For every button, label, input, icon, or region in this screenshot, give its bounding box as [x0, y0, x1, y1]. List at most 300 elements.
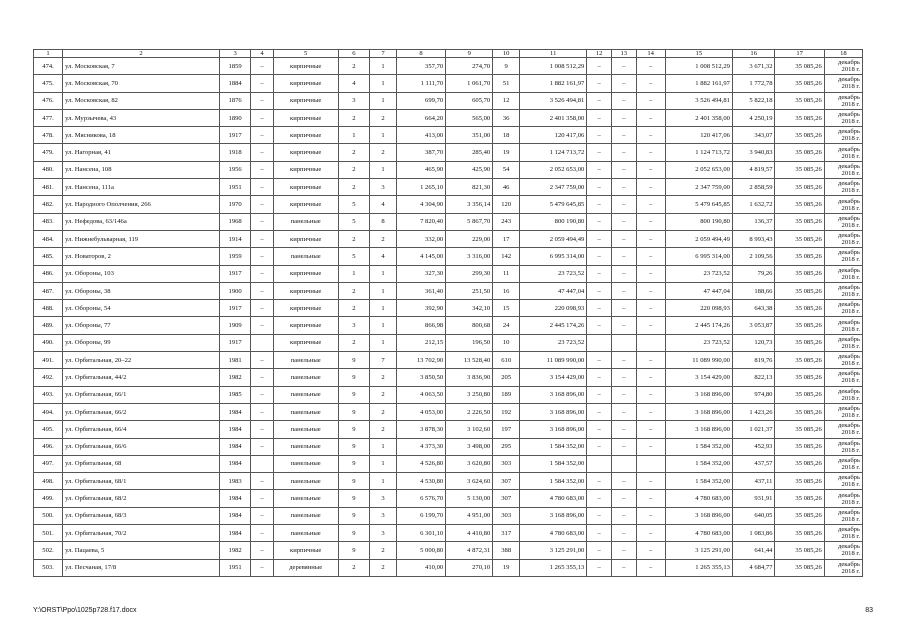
cell-build-year: 1900: [219, 282, 250, 299]
cell-row-number: 480.: [34, 161, 63, 178]
cell-cost-per-sqm: 188,66: [732, 282, 775, 299]
cell-entrances: 3: [370, 179, 397, 196]
date-month: декабрь: [838, 405, 860, 413]
cell-entrances: 1: [370, 300, 397, 317]
cell-address: ул. Орбитальная, 20–22: [63, 352, 220, 369]
cell-entrances: 1: [370, 161, 397, 178]
cell-total-area: 4 526,80: [396, 455, 445, 472]
date-month: декабрь: [838, 560, 860, 568]
cell-cost: 2 401 358,00: [520, 109, 587, 126]
cell-living-area: 565,00: [446, 109, 493, 126]
cell-col-4: –: [251, 58, 273, 75]
cell-address: ул. Орбитальная, 70/2: [63, 525, 220, 542]
cell-limit-cost: 35 085,26: [775, 490, 824, 507]
cell-residents: 11: [493, 265, 520, 282]
cell-entrances: 1: [370, 282, 397, 299]
cell-wall-material: кирпичные: [273, 109, 338, 126]
cell-col-12: –: [587, 282, 612, 299]
date-year: 2018 г.: [841, 118, 860, 126]
cell-build-year: 1859: [219, 58, 250, 75]
cell-cost: 2 347 759,00: [520, 179, 587, 196]
cell-address: ул. Орбитальная, 66/4: [63, 421, 220, 438]
cell-total-cost: 3 168 896,00: [665, 507, 732, 524]
column-number-5: 5: [273, 50, 338, 58]
cell-col-4: –: [251, 179, 273, 196]
cell-build-year: 1951: [219, 559, 250, 576]
cell-col-4: –: [251, 525, 273, 542]
cell-entrances: 2: [370, 403, 397, 420]
cell-build-year: 1876: [219, 92, 250, 109]
cell-col-4: –: [251, 438, 273, 455]
cell-cost: 11 089 990,00: [520, 352, 587, 369]
cell-address: ул. Орбитальная, 66/1: [63, 386, 220, 403]
cell-residents: 15: [493, 300, 520, 317]
column-number-7: 7: [370, 50, 397, 58]
column-number-6: 6: [338, 50, 369, 58]
cell-col-14: –: [636, 559, 665, 576]
cell-col-14: –: [636, 196, 665, 213]
cell-total-cost: 4 780 683,00: [665, 525, 732, 542]
cell-total-area: 3 850,50: [396, 369, 445, 386]
cell-limit-cost: 35 085,26: [775, 369, 824, 386]
cell-cost: 220 098,93: [520, 300, 587, 317]
table-row: [34, 369, 863, 386]
cell-total-cost: 220 098,93: [665, 300, 732, 317]
cell-living-area: 4 951,00: [446, 507, 493, 524]
header-row: [34, 50, 863, 58]
cell-build-year: 1981: [219, 352, 250, 369]
cell-cost-per-sqm: 8 993,43: [732, 230, 775, 247]
cell-address: ул. Орбитальная, 68: [63, 455, 220, 472]
date-month: декабрь: [838, 508, 860, 516]
table-row: [34, 196, 863, 213]
cell-col-4: –: [251, 144, 273, 161]
date-month: декабрь: [838, 284, 860, 291]
date-year: 2018 г.: [841, 100, 860, 108]
date-year: 2018 г.: [841, 221, 860, 229]
cell-floors: 5: [338, 248, 369, 265]
column-number-3: 3: [219, 50, 250, 58]
cell-entrances: 1: [370, 92, 397, 109]
date-month: декабрь: [838, 162, 860, 170]
cell-residents: 54: [493, 161, 520, 178]
cell-col-4: –: [251, 127, 273, 144]
cell-total-cost: 1 124 713,72: [665, 144, 732, 161]
cell-cost-per-sqm: 437,11: [732, 473, 775, 490]
cell-limit-cost: 35 085,26: [775, 421, 824, 438]
cell-address: ул. Обороны, 54: [63, 300, 220, 317]
cell-col-14: –: [636, 352, 665, 369]
cell-wall-material: кирпичные: [273, 127, 338, 144]
cell-living-area: 13 528,40: [446, 352, 493, 369]
cell-wall-material: панельные: [273, 490, 338, 507]
cell-total-cost: 1 265 355,13: [665, 559, 732, 576]
table-row: [34, 525, 863, 542]
column-number-17: 17: [775, 50, 824, 58]
cell-cost: 3 168 896,00: [520, 386, 587, 403]
cell-cost-per-sqm: 120,73: [732, 334, 775, 351]
cell-entrances: 8: [370, 213, 397, 230]
cell-living-area: 425,90: [446, 161, 493, 178]
cell-residents: 192: [493, 403, 520, 420]
cell-completion-date: [824, 369, 862, 386]
cell-cost-per-sqm: 3 053,87: [732, 317, 775, 334]
cell-residents: 142: [493, 248, 520, 265]
cell-col-14: –: [636, 403, 665, 420]
date-year: 2018 г.: [841, 169, 860, 177]
cell-col-13: –: [611, 386, 636, 403]
cell-limit-cost: 35 085,26: [775, 559, 824, 576]
cell-col-4: –: [251, 490, 273, 507]
cell-cost-per-sqm: 4 684,77: [732, 559, 775, 576]
cell-total-cost: 23 723,52: [665, 334, 732, 351]
date-year: 2018 г.: [841, 515, 860, 523]
cell-col-13: –: [611, 109, 636, 126]
cell-address: ул. Орбитальная, 68/1: [63, 473, 220, 490]
cell-total-cost: 3 125 291,00: [665, 542, 732, 559]
cell-cost-per-sqm: 437,57: [732, 455, 775, 472]
cell-address: ул. Обороны, 77: [63, 317, 220, 334]
table-row: [34, 109, 863, 126]
cell-residents: 18: [493, 127, 520, 144]
cell-completion-date: [824, 455, 862, 472]
cell-entrances: 1: [370, 58, 397, 75]
cell-wall-material: кирпичные: [273, 265, 338, 282]
cell-limit-cost: 35 085,26: [775, 352, 824, 369]
cell-floors: 1: [338, 127, 369, 144]
cell-build-year: 1951: [219, 179, 250, 196]
date-month: декабрь: [838, 266, 860, 274]
date-month: декабрь: [838, 214, 860, 222]
cell-total-area: 1 111,70: [396, 75, 445, 92]
column-number-9: 9: [446, 50, 493, 58]
cell-limit-cost: 35 085,26: [775, 179, 824, 196]
cell-col-4: –: [251, 507, 273, 524]
cell-entrances: 1: [370, 455, 397, 472]
date-year: 2018 г.: [841, 308, 860, 316]
cell-cost: 3 526 494,81: [520, 92, 587, 109]
cell-row-number: 492.: [34, 369, 63, 386]
cell-col-12: –: [587, 58, 612, 75]
cell-limit-cost: 35 085,26: [775, 109, 824, 126]
column-number-2: 2: [63, 50, 220, 58]
cell-address: ул. Нагорная, 41: [63, 144, 220, 161]
cell-living-area: 4 872,31: [446, 542, 493, 559]
cell-row-number: 475.: [34, 75, 63, 92]
cell-completion-date: [824, 525, 862, 542]
cell-wall-material: кирпичные: [273, 282, 338, 299]
date-month: декабрь: [838, 59, 860, 67]
cell-living-area: 821,30: [446, 179, 493, 196]
cell-col-12: –: [587, 196, 612, 213]
cell-living-area: 800,68: [446, 317, 493, 334]
cell-col-4: –: [251, 542, 273, 559]
cell-residents: 10: [493, 334, 520, 351]
date-year: 2018 г.: [841, 377, 860, 385]
cell-row-number: 482.: [34, 196, 63, 213]
cell-entrances: 1: [370, 334, 397, 351]
cell-col-12: [587, 455, 612, 472]
cell-cost: 1 584 352,00: [520, 473, 587, 490]
table-row: [34, 559, 863, 576]
table-row: [34, 386, 863, 403]
date-month: декабрь: [838, 422, 860, 430]
cell-address: ул. Орбитальная, 66/6: [63, 438, 220, 455]
cell-residents: 205: [493, 369, 520, 386]
cell-wall-material: кирпичные: [273, 230, 338, 247]
cell-build-year: 1956: [219, 161, 250, 178]
cell-completion-date: [824, 352, 862, 369]
cell-col-14: –: [636, 230, 665, 247]
table-row: [34, 92, 863, 109]
cell-total-cost: 2 052 653,00: [665, 161, 732, 178]
date-month: декабрь: [838, 145, 860, 153]
cell-col-14: –: [636, 265, 665, 282]
cell-residents: 610: [493, 352, 520, 369]
cell-limit-cost: 35 085,26: [775, 248, 824, 265]
cell-col-13: –: [611, 317, 636, 334]
cell-total-cost: 1 882 161,97: [665, 75, 732, 92]
cell-build-year: 1984: [219, 490, 250, 507]
cell-residents: 307: [493, 473, 520, 490]
cell-entrances: 3: [370, 525, 397, 542]
cell-cost-per-sqm: 3 940,83: [732, 144, 775, 161]
cell-total-cost: 3 526 494,81: [665, 92, 732, 109]
cell-entrances: 4: [370, 248, 397, 265]
cell-living-area: 3 498,00: [446, 438, 493, 455]
cell-total-area: 4 373,30: [396, 438, 445, 455]
date-month: декабрь: [838, 370, 860, 378]
cell-address: ул. Орбитальная, 44/2: [63, 369, 220, 386]
cell-col-14: –: [636, 161, 665, 178]
cell-residents: 317: [493, 525, 520, 542]
cell-cost: 1 584 352,00: [520, 438, 587, 455]
cell-cost: 1 124 713,72: [520, 144, 587, 161]
cell-col-13: –: [611, 75, 636, 92]
date-year: 2018 г.: [841, 204, 860, 212]
cell-total-area: 410,00: [396, 559, 445, 576]
cell-col-4: [251, 334, 273, 351]
cell-build-year: 1985: [219, 386, 250, 403]
cell-col-13: –: [611, 473, 636, 490]
cell-address: ул. Новаторов, 2: [63, 248, 220, 265]
cell-col-13: –: [611, 300, 636, 317]
cell-entrances: 1: [370, 265, 397, 282]
cell-row-number: 489.: [34, 317, 63, 334]
table-row: [34, 317, 863, 334]
cell-completion-date: [824, 230, 862, 247]
cell-cost-per-sqm: 2 109,56: [732, 248, 775, 265]
cell-total-area: 4 145,00: [396, 248, 445, 265]
cell-address: ул. Обороны, 99: [63, 334, 220, 351]
cell-limit-cost: 35 085,26: [775, 58, 824, 75]
cell-floors: 9: [338, 386, 369, 403]
cell-total-area: 5 000,80: [396, 542, 445, 559]
cell-col-14: –: [636, 386, 665, 403]
cell-entrances: 2: [370, 386, 397, 403]
cell-col-14: –: [636, 179, 665, 196]
cell-total-cost: 1 584 352,00: [665, 473, 732, 490]
cell-col-13: –: [611, 403, 636, 420]
cell-col-12: –: [587, 369, 612, 386]
cell-build-year: 1984: [219, 438, 250, 455]
cell-row-number: 502.: [34, 542, 63, 559]
cell-living-area: 3 316,00: [446, 248, 493, 265]
cell-col-13: [611, 334, 636, 351]
cell-col-12: –: [587, 144, 612, 161]
cell-total-cost: 3 168 896,00: [665, 403, 732, 420]
date-month: декабрь: [838, 543, 860, 551]
date-year: 2018 г.: [841, 429, 860, 437]
date-month: декабрь: [838, 197, 860, 205]
cell-residents: 9: [493, 58, 520, 75]
cell-cost-per-sqm: 1 632,72: [732, 196, 775, 213]
cell-floors: 1: [338, 265, 369, 282]
cell-residents: 17: [493, 230, 520, 247]
cell-total-cost: 2 445 174,26: [665, 317, 732, 334]
cell-row-number: 501.: [34, 525, 63, 542]
cell-col-4: –: [251, 75, 273, 92]
column-number-18: 18: [824, 50, 862, 58]
date-year: 2018 г.: [841, 550, 860, 558]
cell-cost-per-sqm: 452,93: [732, 438, 775, 455]
date-month: декабрь: [838, 474, 860, 482]
cell-col-13: –: [611, 282, 636, 299]
cell-limit-cost: 35 085,26: [775, 525, 824, 542]
date-year: 2018 г.: [841, 567, 860, 575]
cell-build-year: 1959: [219, 248, 250, 265]
cell-row-number: 479.: [34, 144, 63, 161]
cell-total-area: 327,30: [396, 265, 445, 282]
date-month: декабрь: [838, 93, 860, 101]
cell-build-year: 1982: [219, 369, 250, 386]
cell-limit-cost: 35 085,26: [775, 265, 824, 282]
cell-entrances: 7: [370, 352, 397, 369]
cell-entrances: 2: [370, 230, 397, 247]
cell-col-14: –: [636, 75, 665, 92]
cell-entrances: 4: [370, 196, 397, 213]
cell-total-cost: 3 154 429,00: [665, 369, 732, 386]
cell-wall-material: панельные: [273, 352, 338, 369]
cell-col-14: –: [636, 369, 665, 386]
cell-completion-date: [824, 403, 862, 420]
cell-completion-date: [824, 300, 862, 317]
cell-cost-per-sqm: 822,13: [732, 369, 775, 386]
cell-cost-per-sqm: 4 250,19: [732, 109, 775, 126]
cell-floors: 9: [338, 438, 369, 455]
cell-col-12: –: [587, 386, 612, 403]
cell-limit-cost: 35 085,26: [775, 230, 824, 247]
cell-col-14: [636, 455, 665, 472]
date-year: 2018 г.: [841, 273, 860, 281]
cell-total-area: 4 304,90: [396, 196, 445, 213]
cell-completion-date: [824, 473, 862, 490]
cell-col-12: –: [587, 403, 612, 420]
cell-address: ул. Орбитальная, 66/2: [63, 403, 220, 420]
cell-row-number: 499.: [34, 490, 63, 507]
cell-floors: 9: [338, 507, 369, 524]
cell-col-14: [636, 334, 665, 351]
cell-total-cost: 5 479 645,85: [665, 196, 732, 213]
cell-entrances: 1: [370, 127, 397, 144]
cell-cost-per-sqm: 3 671,32: [732, 58, 775, 75]
cell-row-number: 481.: [34, 179, 63, 196]
table-row: [34, 300, 863, 317]
cell-completion-date: [824, 317, 862, 334]
cell-col-12: –: [587, 542, 612, 559]
cell-limit-cost: 35 085,26: [775, 507, 824, 524]
table-row: [34, 490, 863, 507]
cell-floors: 2: [338, 559, 369, 576]
cell-cost: 4 780 683,00: [520, 525, 587, 542]
cell-col-13: –: [611, 230, 636, 247]
cell-living-area: 3 836,90: [446, 369, 493, 386]
cell-col-12: –: [587, 161, 612, 178]
table-row: [34, 265, 863, 282]
cell-col-4: –: [251, 213, 273, 230]
cell-col-12: –: [587, 317, 612, 334]
cell-floors: 5: [338, 196, 369, 213]
cell-completion-date: [824, 334, 862, 351]
cell-cost: 3 168 896,00: [520, 403, 587, 420]
date-year: 2018 г.: [841, 412, 860, 420]
cell-wall-material: панельные: [273, 421, 338, 438]
cell-address: ул. Народного Ополчения, 266: [63, 196, 220, 213]
cell-col-4: [251, 455, 273, 472]
cell-completion-date: [824, 507, 862, 524]
date-year: 2018 г.: [841, 533, 860, 541]
cell-completion-date: [824, 421, 862, 438]
cell-entrances: 3: [370, 490, 397, 507]
cell-build-year: 1890: [219, 109, 250, 126]
cell-build-year: 1984: [219, 421, 250, 438]
cell-floors: 3: [338, 92, 369, 109]
table-row: [34, 58, 863, 75]
cell-row-number: 487.: [34, 282, 63, 299]
cell-wall-material: кирпичные: [273, 161, 338, 178]
table-row: [34, 542, 863, 559]
cell-completion-date: [824, 144, 862, 161]
cell-build-year: 1917: [219, 334, 250, 351]
cell-total-cost: 23 723,52: [665, 265, 732, 282]
date-year: 2018 г.: [841, 463, 860, 471]
cell-completion-date: [824, 179, 862, 196]
cell-entrances: 1: [370, 438, 397, 455]
cell-build-year: 1917: [219, 265, 250, 282]
cell-row-number: 494.: [34, 403, 63, 420]
cell-row-number: 498.: [34, 473, 63, 490]
table-row: [34, 213, 863, 230]
cell-col-14: –: [636, 525, 665, 542]
cell-cost: 3 168 896,00: [520, 507, 587, 524]
table-row: [34, 282, 863, 299]
cell-col-14: –: [636, 92, 665, 109]
cell-address: ул. Нижнебульварная, 119: [63, 230, 220, 247]
date-month: декабрь: [838, 353, 860, 361]
cell-cost: 800 190,80: [520, 213, 587, 230]
cell-cost: 2 445 174,26: [520, 317, 587, 334]
cell-col-12: –: [587, 559, 612, 576]
date-month: декабрь: [838, 180, 860, 188]
cell-cost: 5 479 645,85: [520, 196, 587, 213]
cell-cost: 2 052 653,00: [520, 161, 587, 178]
cell-col-14: –: [636, 542, 665, 559]
table-row: [34, 179, 863, 196]
cell-cost-per-sqm: 4 819,57: [732, 161, 775, 178]
cell-residents: 51: [493, 75, 520, 92]
cell-total-area: 866,98: [396, 317, 445, 334]
cell-total-area: 1 265,10: [396, 179, 445, 196]
